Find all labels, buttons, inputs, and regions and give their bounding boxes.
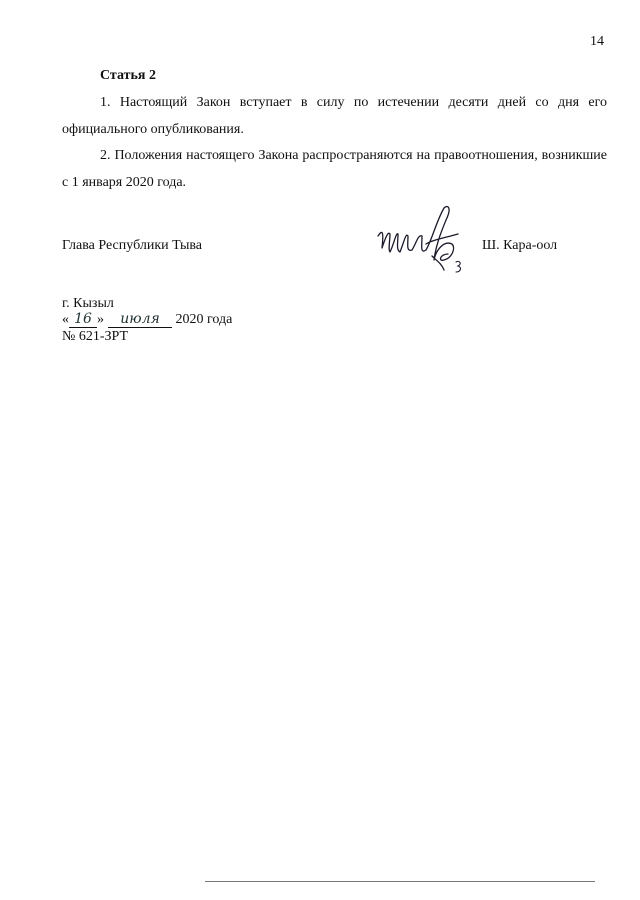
page-number: 14 [590,34,604,49]
date-year: 2020 года [175,312,233,327]
article-paragraph-1: 1. Настоящий Закон вступает в силу по истечении десяти дней со дня его официального опубликования. [62,95,607,137]
date-close-quote: » [97,312,104,327]
article-heading: Статья 2 [100,68,156,83]
issuance-date [62,312,232,328]
date-day-handwritten: 16 [69,312,97,328]
footer-divider [205,881,595,882]
law-number: № 621-ЗРТ [62,329,129,344]
handwritten-signature-icon [372,200,472,280]
article-paragraph-2: 2. Положения настоящего Закона распространяются на правоотношения, возникшие с 1 января 2020 года. [62,148,607,190]
date-open-quote: « [62,312,69,327]
signatory-name: Ш. Кара-оол [482,238,558,253]
signatory-title: Глава Республики Тыва [62,238,203,253]
issuance-city: г. Кызыл [62,296,114,311]
date-month-handwritten: июля [108,312,172,328]
